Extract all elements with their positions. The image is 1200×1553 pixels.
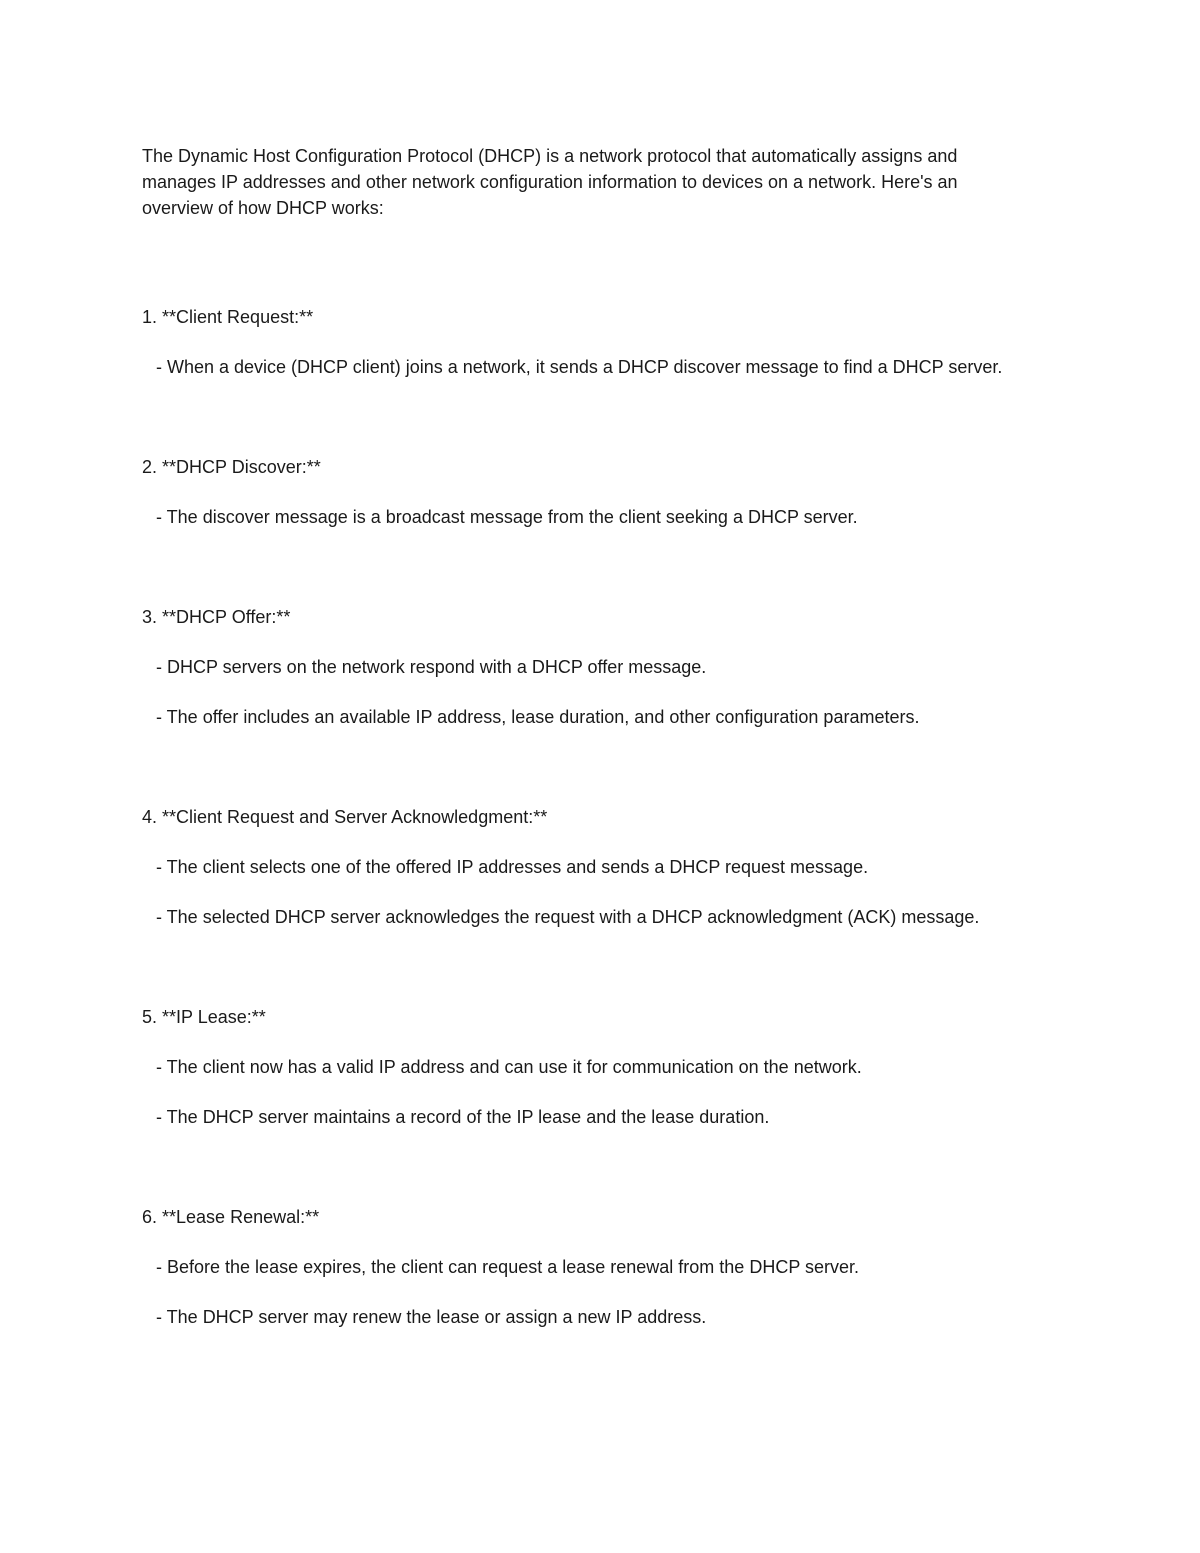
bullet-item: - DHCP servers on the network respond with a DHCP offer message. bbox=[156, 657, 707, 677]
intro-line: manages IP addresses and other network configuration information to devices on a network. Here's an bbox=[142, 172, 958, 192]
section-lease-renewal bbox=[142, 1204, 1072, 1330]
section-heading: 3. **DHCP Offer:** bbox=[142, 607, 291, 627]
bullet-item: - The DHCP server may renew the lease or assign a new IP address. bbox=[156, 1307, 707, 1327]
section-dhcp-discover bbox=[142, 454, 1072, 530]
bullet-item: - The selected DHCP server acknowledges the request with a DHCP acknowledgment (ACK) message. bbox=[156, 907, 980, 927]
section-client-request bbox=[142, 304, 1072, 380]
bullet-item: - The discover message is a broadcast message from the client seeking a DHCP server. bbox=[156, 507, 858, 527]
section-heading: 4. **Client Request and Server Acknowledgment:** bbox=[142, 807, 548, 827]
section-request-acknowledgment bbox=[142, 804, 1072, 930]
intro-line: The Dynamic Host Configuration Protocol (DHCP) is a network protocol that automatically assigns and bbox=[142, 146, 958, 166]
section-heading: 6. **Lease Renewal:** bbox=[142, 1207, 320, 1227]
section-heading: 1. **Client Request:** bbox=[142, 307, 314, 327]
section-heading: 5. **IP Lease:** bbox=[142, 1007, 266, 1027]
bullet-item: - Before the lease expires, the client can request a lease renewal from the DHCP server. bbox=[156, 1257, 860, 1277]
section-ip-lease bbox=[142, 1004, 1072, 1130]
intro-line: overview of how DHCP works: bbox=[142, 198, 384, 218]
section-dhcp-offer bbox=[142, 604, 1072, 730]
document-body bbox=[142, 143, 1072, 1327]
bullet-item: - When a device (DHCP client) joins a network, it sends a DHCP discover message to find a DHCP server. bbox=[156, 357, 1003, 377]
bullet-item: - The offer includes an available IP address, lease duration, and other configuration parameters. bbox=[156, 707, 920, 727]
bullet-item: - The client selects one of the offered IP addresses and sends a DHCP request message. bbox=[156, 857, 869, 877]
intro-paragraph bbox=[142, 143, 1072, 221]
bullet-item: - The DHCP server maintains a record of the IP lease and the lease duration. bbox=[156, 1107, 770, 1127]
bullet-item: - The client now has a valid IP address and can use it for communication on the network. bbox=[156, 1057, 862, 1077]
section-heading: 2. **DHCP Discover:** bbox=[142, 457, 321, 477]
